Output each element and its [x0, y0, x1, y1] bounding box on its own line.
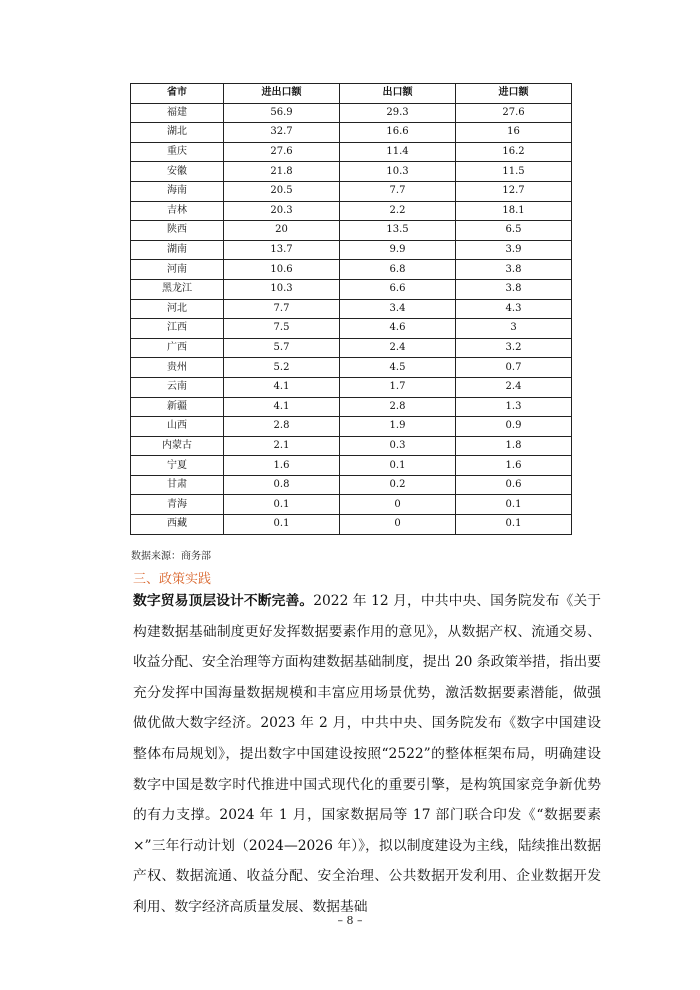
value-cell: 12.7 — [456, 181, 572, 201]
province-cell: 山西 — [131, 417, 224, 437]
province-cell: 青海 — [131, 495, 224, 515]
value-cell: 16 — [456, 123, 572, 143]
province-cell: 宁夏 — [131, 456, 224, 476]
value-cell: 0.7 — [456, 358, 572, 378]
value-cell: 21.8 — [224, 162, 340, 182]
province-cell: 黑龙江 — [131, 279, 224, 299]
value-cell: 10.3 — [340, 162, 456, 182]
value-cell: 3.9 — [456, 240, 572, 260]
value-cell: 1.6 — [456, 456, 572, 476]
value-cell: 7.5 — [224, 319, 340, 339]
value-cell: 0.9 — [456, 417, 572, 437]
value-cell: 20.5 — [224, 181, 340, 201]
value-cell: 4.5 — [340, 358, 456, 378]
table-row — [131, 279, 572, 299]
province-cell: 内蒙古 — [131, 436, 224, 456]
value-cell: 7.7 — [224, 299, 340, 319]
value-cell: 0 — [340, 515, 456, 535]
table-row — [131, 436, 572, 456]
value-cell: 6.5 — [456, 221, 572, 241]
province-cell: 西藏 — [131, 515, 224, 535]
value-cell: 27.6 — [456, 103, 572, 123]
table-row — [131, 162, 572, 182]
table-row — [131, 221, 572, 241]
value-cell: 0.3 — [340, 436, 456, 456]
value-cell: 29.3 — [340, 103, 456, 123]
value-cell: 4.6 — [340, 319, 456, 339]
value-cell: 6.6 — [340, 279, 456, 299]
value-cell: 18.1 — [456, 201, 572, 221]
value-cell: 2.4 — [456, 377, 572, 397]
value-cell: 20.3 — [224, 201, 340, 221]
value-cell: 11.4 — [340, 142, 456, 162]
value-cell: 3.2 — [456, 338, 572, 358]
section-heading: 三、政策实践 — [133, 572, 212, 587]
province-cell: 云南 — [131, 377, 224, 397]
table-row — [131, 142, 572, 162]
table-row — [131, 397, 572, 417]
value-cell: 5.2 — [224, 358, 340, 378]
value-cell: 32.7 — [224, 123, 340, 143]
value-cell: 56.9 — [224, 103, 340, 123]
value-cell: 2.4 — [340, 338, 456, 358]
value-cell: 0.1 — [456, 495, 572, 515]
table-row — [131, 201, 572, 221]
value-cell: 11.5 — [456, 162, 572, 182]
value-cell: 2.1 — [224, 436, 340, 456]
value-cell: 9.9 — [340, 240, 456, 260]
column-header: 出口额 — [340, 84, 456, 104]
table-row — [131, 338, 572, 358]
value-cell: 0 — [340, 495, 456, 515]
value-cell: 3.8 — [456, 279, 572, 299]
province-cell: 重庆 — [131, 142, 224, 162]
value-cell: 1.3 — [456, 397, 572, 417]
table-header-row — [131, 84, 572, 104]
province-cell: 湖北 — [131, 123, 224, 143]
value-cell: 0.1 — [456, 515, 572, 535]
value-cell: 3 — [456, 319, 572, 339]
province-cell: 甘肃 — [131, 475, 224, 495]
province-cell: 广西 — [131, 338, 224, 358]
value-cell: 2.8 — [340, 397, 456, 417]
table-row — [131, 260, 572, 280]
value-cell: 16.6 — [340, 123, 456, 143]
table-row — [131, 475, 572, 495]
trade-table — [130, 83, 572, 535]
value-cell: 16.2 — [456, 142, 572, 162]
value-cell: 1.8 — [456, 436, 572, 456]
column-header: 进口额 — [456, 84, 572, 104]
value-cell: 4.1 — [224, 397, 340, 417]
table-row — [131, 417, 572, 437]
body-paragraph — [133, 586, 601, 923]
paragraph-text: 2022 年 12 月，中共中央、国务院发布《关于构建数据基础制度更好发挥数据要素作用的意见》，从数据产权、流通交易、收益分配、安全治理等方面构建数据基础制度，提出 20 条政策举措，指出要充分发挥中国海量数据规模和丰富应用场景优势，激活数据要素潜能，做强做优做大数字经济。2023 年 2 月，中共中央、国务院发布《数字中国建设整体布局规划》，提出数字中国建设按照“2522”的整体框架布局，明确建设数字中国是数字时代推进中国式现代化的重要引擎，是构筑国家竞争新优势的有力支撑。2024 年 1 月，国家数据局等 17 部门联合印发《“数据要素×”三年行动计划（2024—2026 年）》，拟以制度建设为主线，陆续推出数据产权、数据流通、收益分配、安全治理、公共数据开发利用、企业数据开发利用、数字经济高质量发展、数据基础 — [133, 593, 602, 915]
table-row — [131, 319, 572, 339]
province-cell: 贵州 — [131, 358, 224, 378]
value-cell: 1.9 — [340, 417, 456, 437]
value-cell: 5.7 — [224, 338, 340, 358]
table-row — [131, 240, 572, 260]
table-row — [131, 456, 572, 476]
table-row — [131, 495, 572, 515]
value-cell: 0.2 — [340, 475, 456, 495]
province-cell: 河南 — [131, 260, 224, 280]
table-row — [131, 103, 572, 123]
value-cell: 0.1 — [340, 456, 456, 476]
value-cell: 2.8 — [224, 417, 340, 437]
paragraph-lead: 数字贸易顶层设计不断完善。 — [133, 593, 314, 609]
value-cell: 7.7 — [340, 181, 456, 201]
value-cell: 0.1 — [224, 495, 340, 515]
value-cell: 4.3 — [456, 299, 572, 319]
table-row — [131, 515, 572, 535]
value-cell: 20 — [224, 221, 340, 241]
table-row — [131, 123, 572, 143]
value-cell: 10.6 — [224, 260, 340, 280]
value-cell: 13.7 — [224, 240, 340, 260]
province-cell: 福建 — [131, 103, 224, 123]
province-cell: 海南 — [131, 181, 224, 201]
value-cell: 27.6 — [224, 142, 340, 162]
value-cell: 13.5 — [340, 221, 456, 241]
page-number: – 8 – — [337, 914, 363, 927]
table-row — [131, 358, 572, 378]
table-row — [131, 299, 572, 319]
value-cell: 10.3 — [224, 279, 340, 299]
value-cell: 2.2 — [340, 201, 456, 221]
province-cell: 陕西 — [131, 221, 224, 241]
value-cell: 0.8 — [224, 475, 340, 495]
value-cell: 3.4 — [340, 299, 456, 319]
value-cell: 6.8 — [340, 260, 456, 280]
table-row — [131, 181, 572, 201]
value-cell: 1.6 — [224, 456, 340, 476]
data-source-note: 数据来源：商务部 — [131, 551, 211, 562]
value-cell: 3.8 — [456, 260, 572, 280]
value-cell: 0.6 — [456, 475, 572, 495]
column-header: 省市 — [131, 84, 224, 104]
province-cell: 湖南 — [131, 240, 224, 260]
province-cell: 吉林 — [131, 201, 224, 221]
value-cell: 4.1 — [224, 377, 340, 397]
value-cell: 1.7 — [340, 377, 456, 397]
table-row — [131, 377, 572, 397]
column-header: 进出口额 — [224, 84, 340, 104]
province-cell: 江西 — [131, 319, 224, 339]
province-cell: 安徽 — [131, 162, 224, 182]
value-cell: 0.1 — [224, 515, 340, 535]
province-cell: 河北 — [131, 299, 224, 319]
province-cell: 新疆 — [131, 397, 224, 417]
